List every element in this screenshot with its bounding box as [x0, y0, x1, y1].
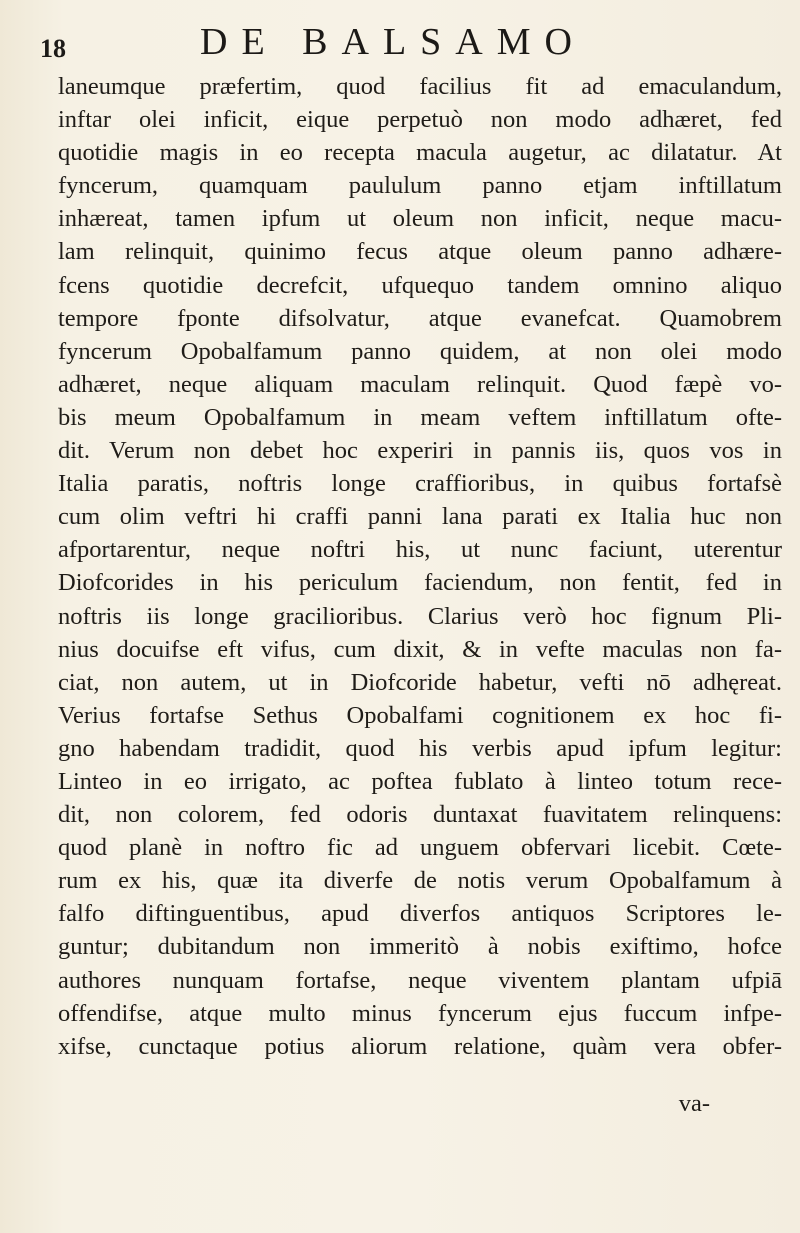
text-line: dit, non colorem, fed odoris duntaxat fuavitatem relinquens:: [58, 801, 782, 829]
text-line: noftris iis longe gracilioribus. Clarius verò hoc fignum Pli-: [58, 602, 782, 630]
text-line: dit. Verum non debet hoc experiri in pannis iis, quos vos in: [58, 437, 782, 465]
text-line: bis meum Opobalfamum in meam veftem inftillatum ofte-: [58, 403, 782, 431]
text-line: adhæret, neque aliquam maculam relinquit. Quod fæpè vo-: [58, 370, 782, 398]
text-line: lam relinquit, quinimo fecus atque oleum panno adhære-: [58, 238, 782, 266]
text-line: Verius fortafse Sethus Opobalfami cognitionem ex hoc fi-: [58, 701, 782, 729]
text-line: falfo diftinguentibus, apud diverfos antiquos Scriptores le-: [58, 900, 782, 928]
text-line: afportarentur, neque noftri his, ut nunc faciunt, uterentur: [58, 536, 782, 564]
text-line: inhæreat, tamen ipfum ut oleum non inficit, neque macu-: [58, 205, 782, 233]
text-line: guntur; dubitandum non immeritò à nobis exiftimo, hofce: [58, 933, 782, 961]
page-header: [40, 20, 780, 70]
text-line: Diofcorides in his periculum faciendum, non fentit, fed in: [58, 569, 782, 597]
text-line: ciat, non autem, ut in Diofcoride habetur, vefti nō adhęreat.: [58, 668, 782, 696]
text-line: Linteo in eo irrigato, ac poftea fublato à linteo totum rece-: [58, 767, 782, 795]
text-line: laneumque præfertim, quod facilius fit ad emaculandum,: [58, 73, 782, 100]
text-line: fyncerum Opobalfamum panno quidem, at non olei modo: [58, 337, 782, 365]
catchword: va-: [678, 1090, 710, 1117]
text-line: quotidie magis in eo recepta macula augetur, ac dilatatur. At: [58, 139, 782, 167]
text-line: xifse, cunctaque potius aliorum relatione, quàm vera obfer-: [58, 1032, 782, 1060]
text-line: gno habendam tradidit, quod his verbis apud ipfum legitur:: [58, 734, 782, 762]
text-line: nius docuifse eft vifus, cum dixit, & in vefte maculas non fa-: [58, 635, 782, 663]
text-line: fyncerum, quamquam paululum panno etjam inftillatum: [58, 172, 782, 200]
running-title: DE BALSAMO: [200, 21, 586, 63]
text-line: tempore fponte difsolvatur, atque evanefcat. Quamobrem: [58, 304, 782, 332]
text-line: Italia paratis, noftris longe craffioribus, in quibus fortafsè: [58, 470, 782, 498]
text-line: authores nunquam fortafse, neque viventem plantam ufpiā: [58, 966, 782, 994]
text-line: quod planè in noftro fic ad unguem obfervari licebit. Cœte-: [58, 834, 782, 862]
body-text: [58, 70, 782, 1063]
page-number: 18: [40, 34, 66, 63]
text-line: inftar olei inficit, eique perpetuò non modo adhæret, fed: [58, 106, 782, 134]
text-line: rum ex his, quæ ita diverfe de notis verum Opobalfamum à: [58, 867, 782, 895]
text-line: offendifse, atque multo minus fyncerum ejus fuccum infpe-: [58, 999, 782, 1027]
text-line: cum olim veftri hi craffi panni lana parati ex Italia huc non: [58, 503, 782, 531]
text-line: fcens quotidie decrefcit, ufquequo tandem omnino aliquo: [58, 271, 782, 299]
